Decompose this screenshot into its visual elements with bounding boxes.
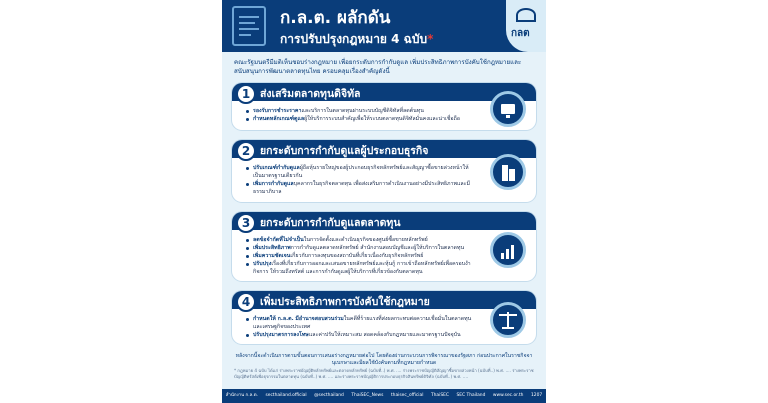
bullet-text: และค่าปรับให้เหมาะสม สอดคล้องกับกฎหมายและมาตรฐานปัจจุบัน: [308, 332, 461, 338]
footnote-star: *: [427, 32, 434, 46]
bullet-text: ผู้ถือหุ้นรายใหญ่ของผู้ประกอบธุรกิจหลักทรัพย์และสัญญาซื้อขายล่วงหน้าให้เป็นมาตรฐานเดียวกัน: [253, 165, 469, 179]
bullet-item: [246, 236, 476, 244]
social-link[interactable]: ThaiSEC_News: [351, 393, 384, 398]
bullet-highlight: เพิ่มความชัดเจน: [253, 253, 291, 259]
bullet-text: ในคดีที่ร้ายแรงที่ส่งผลกระทบต่อความเชื่อมั่นในตลาดทุนและเศรษฐกิจของประเทศ: [253, 316, 472, 330]
bullet-highlight: เพิ่มประสิทธิภาพ: [253, 245, 291, 251]
bullet-text: เกี่ยวกับการลงทุนของสถาบันที่เกี่ยวเนื่องกับธุรกิจหลักทรัพย์: [290, 253, 424, 259]
chart-screen-icon: [490, 91, 526, 127]
social-link[interactable]: thaisec_official: [390, 393, 424, 398]
bullet-text: การกำกับดูแลตลาดหลักทรัพย์ สำนักงานสอบบัญชีและผู้ให้บริการในตลาดทุน: [290, 245, 465, 251]
footer-note: หลังจากนี้จะดำเนินการตามขั้นตอนการเสนอร่างกฎหมายต่อไป โดยต้องผ่านกระบวนการพิจารณาของรัฐสภา ก่อนประกาศในราชกิจจานุเบกษาและมีผลใช้บังคับตามที่กฎหมายกำหนด: [235, 353, 533, 366]
bullet-item: [246, 164, 476, 180]
bullet-highlight: ปรับเกณฑ์กำกับดูแล: [253, 165, 300, 171]
card-number: 3: [236, 213, 256, 233]
poster-title: ก.ล.ต. ผลักดัน: [280, 8, 391, 28]
bullet-highlight: รองรับการชำระราคา: [253, 108, 302, 114]
social-link[interactable]: ThaiSEC: [430, 393, 449, 398]
bullet-text: ในการจัดตั้งและดำเนินธุรกิจของศูนย์ซื้อขายหลักทรัพย์: [303, 237, 428, 243]
card-title: ยกระดับการกำกับดูแลตลาดทุน: [260, 217, 401, 229]
card-title: เพิ่มประสิทธิภาพการบังคับใช้กฎหมาย: [260, 296, 430, 308]
social-link[interactable]: สำนักงาน ก.ล.ต.: [225, 393, 258, 398]
social-link[interactable]: @secthailand: [314, 393, 344, 398]
social-link[interactable]: www.sec.or.th: [492, 393, 524, 398]
social-link[interactable]: secthailand.official: [265, 393, 307, 398]
bullet-text: เรื่องที่เกี่ยวกับการออกและเสนอขายหลักทรัพย์และหุ้นกู้ การเข้าถือหลักทรัพย์เพื่อครอบงำกิจการ ให้รวมถึงทรัสต์ และการกำกับดูแลผู้ให้บริการที่เกี่ยวข้องกับตลาดทุน: [253, 261, 471, 275]
bullet-highlight: ปรับปรุงมาตรการลงโทษ: [253, 332, 309, 338]
bullet-highlight: ลดข้อจำกัดที่ไม่จำเป็น: [253, 237, 304, 243]
bullet-item: [246, 115, 476, 123]
bullet-item: [246, 331, 476, 339]
card-bullets: [246, 164, 476, 196]
growth-chart-icon: [490, 232, 526, 268]
card-number: 1: [236, 84, 256, 104]
bullet-highlight: กำหนดหลักเกณฑ์ดูแล: [253, 116, 305, 122]
sec-logo-text: กลต: [511, 28, 530, 39]
document-icon: [232, 6, 266, 46]
bullet-highlight: เพิ่มการกำกับดูแล: [253, 181, 294, 187]
bullet-text: และบริการในตลาดทุนผ่านระบบบัญชีดิจิทัลที่ลดต้นทุน: [301, 108, 424, 114]
card-law-enforcement: [232, 291, 536, 344]
card-title: ส่งเสริมตลาดทุนดิจิทัล: [260, 88, 361, 100]
bullet-highlight: กำหนดให้ ก.ล.ต. มีอำนาจสอบสวนร่วม: [253, 316, 344, 322]
bullet-item: [246, 260, 476, 276]
bullet-item: [246, 244, 476, 252]
social-links-bar: [222, 389, 546, 403]
footnote-text: * กฎหมาย 4 ฉบับ ได้แก่ ร่างพระราชบัญญัติหลักทรัพย์และตลาดหลักทรัพย์ (ฉบับที่..) พ.ศ. .... ร่างพระราชบัญญัติสัญญาซื้อขายล่วงหน้า (ฉบับที่..) พ.ศ. .... ร่างพระราชบัญญัติทรัสต์เพื่อธุรกรรมในตลาดทุน (ฉบับที่..) พ.ศ. .... และร่างพระราชบัญญัติการประกอบธุรกิจสินทรัพย์ดิจิทัล (ฉบับที่..) พ.ศ. ....: [234, 368, 534, 379]
card-bullets: [246, 107, 476, 123]
card-number: 4: [236, 292, 256, 312]
justice-scale-icon: [490, 302, 526, 338]
bullet-item: [246, 180, 476, 196]
card-digital-capital-market: [232, 83, 536, 130]
card-capital-market-supervision: [232, 212, 536, 281]
infographic-poster: [222, 0, 546, 403]
bullet-text: บุคลากรในธุรกิจตลาดทุน เพื่อส่งเสริมการดำเนินงานอย่างมีประสิทธิภาพและมีธรรมาภิบาล: [253, 181, 470, 195]
sec-logo: [506, 0, 546, 52]
bullet-item: [246, 315, 476, 331]
card-business-operator-supervision: [232, 140, 536, 202]
sec-logo-mark-icon: [516, 8, 536, 22]
building-icon: [490, 154, 526, 190]
card-title: ยกระดับการกำกับดูแลผู้ประกอบธุรกิจ: [260, 145, 429, 157]
bullet-highlight: ปรับปรุง: [253, 261, 272, 267]
poster-header: [222, 0, 546, 52]
poster-subtitle-text: การปรับปรุงกฎหมาย 4 ฉบับ: [280, 32, 428, 46]
card-bullets: [246, 315, 476, 339]
card-bullets: [246, 236, 476, 276]
bullet-item: [246, 107, 476, 115]
social-link[interactable]: 1207: [530, 393, 543, 398]
social-link[interactable]: SEC Thailand: [456, 393, 486, 398]
poster-subtitle: [280, 30, 433, 49]
bullet-text: ผู้ให้บริการระบบสำคัญเพื่อให้ระบบตลาดทุนดิจิทัลมั่นคงและน่าเชื่อถือ: [304, 116, 460, 122]
bullet-item: [246, 252, 476, 260]
intro-text: คณะรัฐมนตรีมีมติเห็นชอบร่างกฎหมาย เพื่อยกระดับการกำกับดูแล เพิ่มประสิทธิภาพการบังคับใช้กฎหมายและสนับสนุนการพัฒนาตลาดทุนไทย ครอบคลุมเรื่องสำคัญดังนี้: [234, 59, 522, 75]
card-number: 2: [236, 141, 256, 161]
